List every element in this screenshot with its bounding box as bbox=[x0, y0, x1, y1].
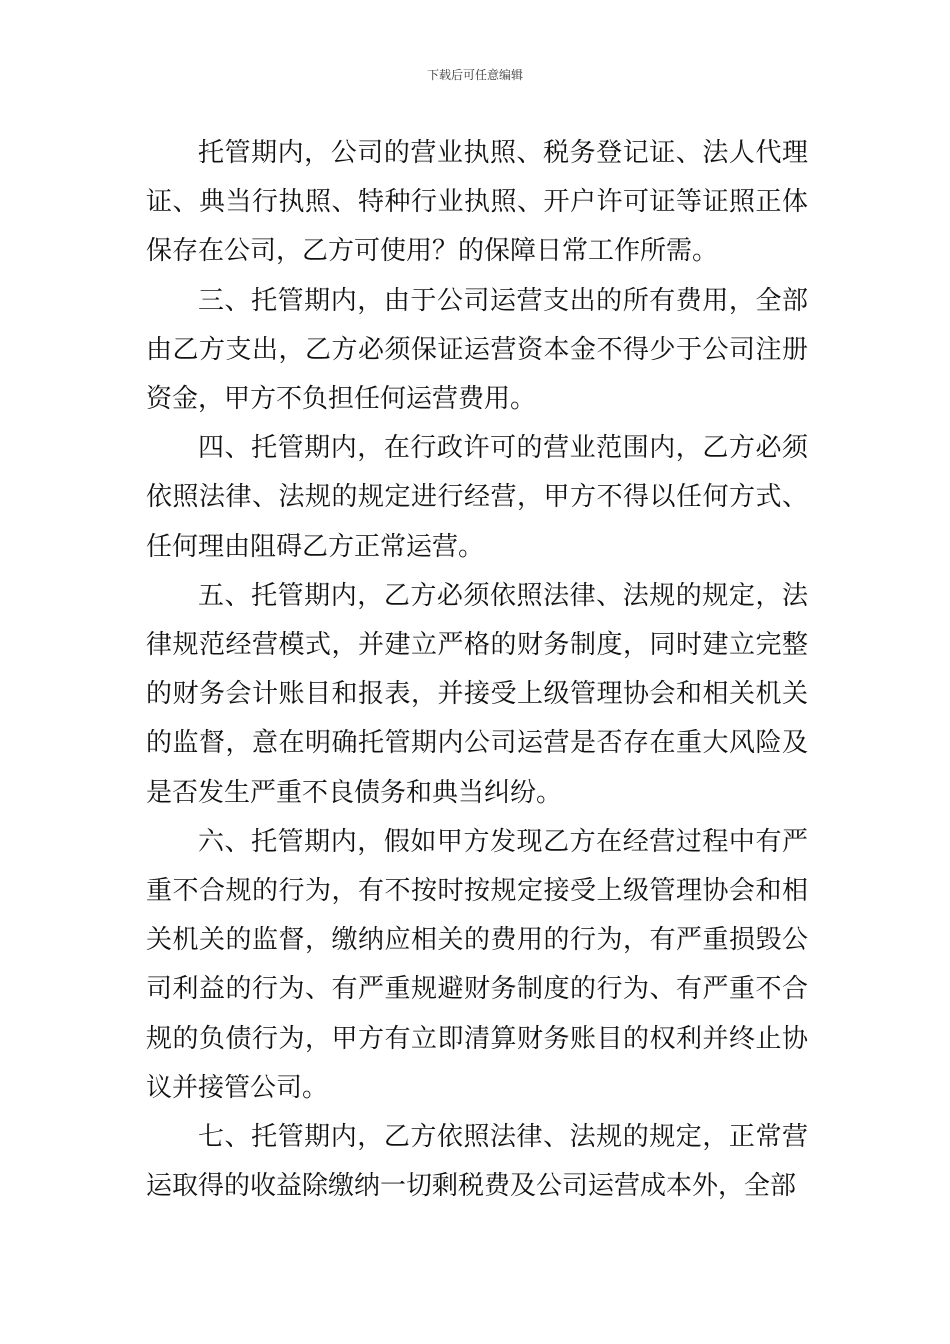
paragraph-clause-3: 三、托管期内，由于公司运营支出的所有费用，全部由乙方支出，乙方必须保证运营资本金不得少于公司注册资金，甲方不负担任何运营费用。 bbox=[146, 285, 808, 415]
paragraph-certificates: 托管期内，公司的营业执照、税务登记证、法人代理证、典当行执照、特种行业执照、开户许可证等证照正体保存在公司，乙方可使用？的保障日常工作所需。 bbox=[146, 138, 808, 267]
paragraph-clause-6: 六、托管期内，假如甲方发现乙方在经营过程中有严重不合规的行为，有不按时按规定接受上级管理协会和相关机关的监督，缴纳应相关的费用的行为，有严重损毁公司利益的行为、有严重规避财务制度的行为、有严重不合规的负债行为，甲方有立即清算财务账目的权利并终止协议并接管公司。 bbox=[146, 826, 808, 1103]
paragraph-clause-4: 四、托管期内，在行政许可的营业范围内，乙方必须依照法律、法规的规定进行经营，甲方不得以任何方式、任何理由阻碍乙方正常运营。 bbox=[146, 433, 808, 562]
paragraph-clause-7: 七、托管期内，乙方依照法律、法规的规定，正常营运取得的收益除缴纳一切剩税费及公司运营成本外，全部 bbox=[146, 1122, 808, 1202]
page-header: 下载后可任意编辑 bbox=[426, 68, 523, 82]
document-body bbox=[146, 129, 808, 1211]
paragraph-clause-5: 五、托管期内，乙方必须依照法律、法规的规定，法律规范经营模式，并建立严格的财务制度，同时建立完整的财务会计账目和报表，并接受上级管理协会和相关机关的监督，意在明确托管期内公司运营是否存在重大风险及是否发生严重不良债务和典当纠纷。 bbox=[146, 580, 808, 808]
